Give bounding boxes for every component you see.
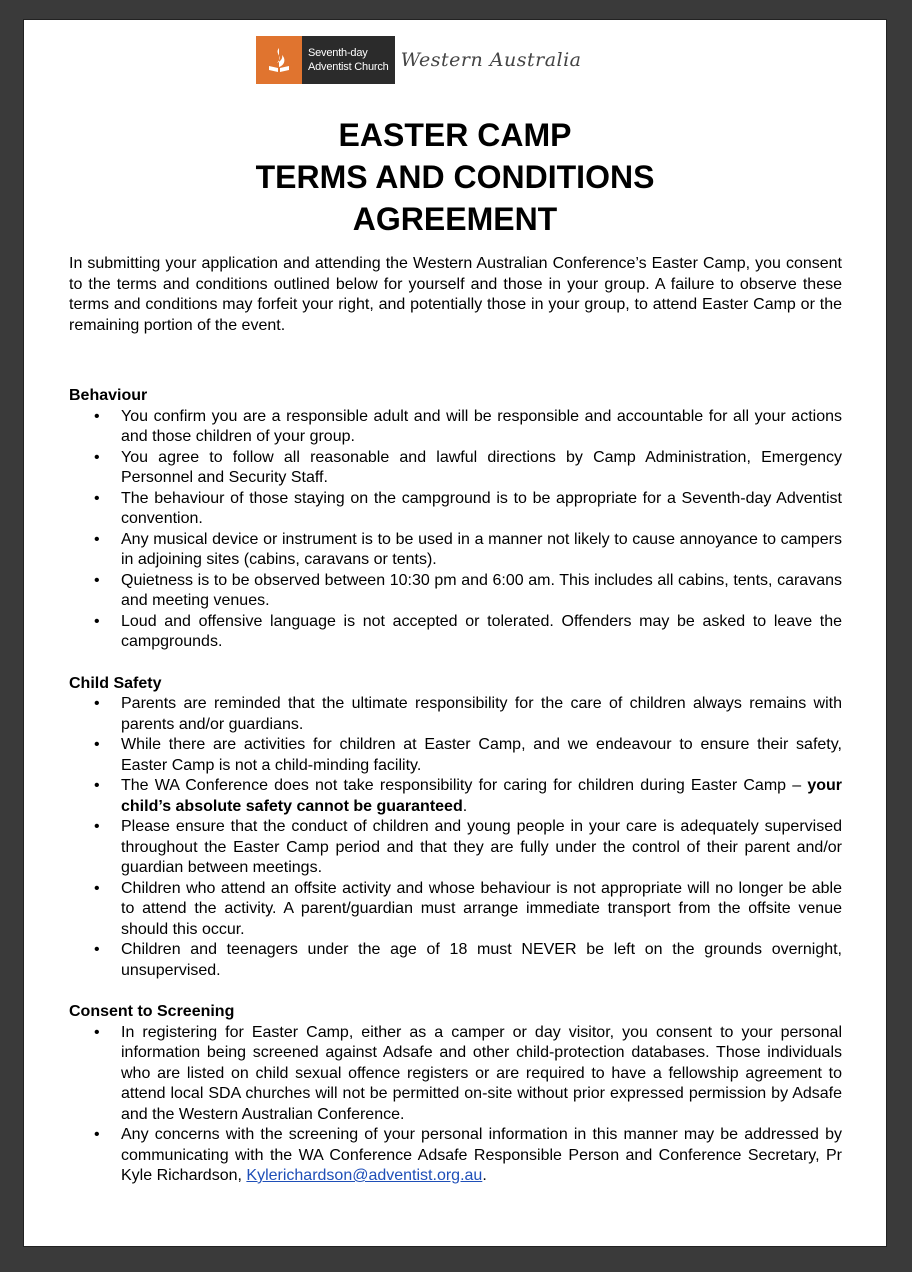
- behaviour-list: [69, 407, 842, 653]
- section-heading: Behaviour: [69, 387, 148, 404]
- list-item: • You agree to follow all reasonable and lawful directions by Camp Administration, Emergency Personnel and Security Staff.: [94, 448, 842, 486]
- list-item: • Please ensure that the conduct of children and young people in your care is adequately supervised throughout the Easter Camp period and that they are fully under the control of their parent and/or guardian between meetings.: [94, 818, 842, 876]
- logo-text: [302, 46, 395, 74]
- document-body: [69, 254, 842, 1187]
- page-title: [24, 114, 886, 240]
- consent-list: [69, 1023, 842, 1187]
- church-flame-icon: [256, 36, 302, 84]
- bold-warning: your child’s absolute safety cannot be guaranteed: [121, 777, 842, 815]
- section-heading: Child Safety: [69, 674, 162, 692]
- title-line1: EASTER CAMP: [338, 117, 572, 153]
- list-item: • Children who attend an offsite activity and whose behaviour is not appropriate will no longer be able to attend the activity. A parent/guardian must arrange immediate transport from the offsite venue should this occur.: [94, 879, 842, 938]
- email-link[interactable]: Kylerichardson@adventist.org.au: [246, 1167, 483, 1184]
- list-item: • Children and teenagers under the age of 18 must NEVER be left on the grounds overnight, unsupervised.: [94, 941, 842, 979]
- logo-script: Western Australia: [400, 49, 582, 71]
- child-safety-list: [69, 694, 842, 981]
- intro-paragraph: In submitting your application and attending the Western Australian Conference’s Easter Camp, you consent to the terms and conditions outlined below for yourself and those in your group. A failure to observe these terms and conditions may forfeit your right, and potentially those in your group, to attend Easter Camp or the remaining portion of the event.: [69, 255, 842, 334]
- title-line3: AGREEMENT: [352, 201, 558, 237]
- section-behaviour: [69, 386, 842, 653]
- section-heading: Consent to Screening: [69, 1003, 235, 1020]
- list-item: • The WA Conference does not take responsibility for caring for children during Easter Camp – your child’s absolute safety cannot be guaranteed.: [94, 777, 842, 815]
- list-item: • The behaviour of those staying on the campground is to be appropriate for a Seventh-day Adventist convention.: [94, 489, 842, 527]
- list-item: • Any musical device or instrument is to be used in a manner not likely to cause annoyance to campers in adjoining sites (cabins, caravans or tents).: [94, 530, 842, 568]
- title-line2: TERMS AND CONDITIONS: [255, 159, 655, 195]
- logo-line1: Seventh-day: [308, 47, 368, 59]
- logo-box: [256, 36, 395, 84]
- section-consent: [69, 1002, 842, 1187]
- list-item: • Loud and offensive language is not accepted or tolerated. Offenders may be asked to leave the campgrounds.: [94, 612, 842, 650]
- list-item: • Quietness is to be observed between 10:30 pm and 6:00 am. This includes all cabins, tents, caravans and meeting venues.: [94, 571, 842, 609]
- list-item: • You confirm you are a responsible adult and will be responsible and accountable for all your actions and those children of your group.: [94, 407, 842, 445]
- document-page: [24, 20, 886, 1246]
- list-item: • Parents are reminded that the ultimate responsibility for the care of children always remains with parents and/or guardians.: [94, 695, 842, 733]
- list-item: • In registering for Easter Camp, either as a camper or day visitor, you consent to your personal information being screened against Adsafe and other child-protection databases. Those individuals who are listed on child sexual offence registers or are required to have a fellowship agreement to attend local SDA churches will not be permitted on-site without prior expressed permission by Adsafe and the Western Australian Conference.: [94, 1023, 842, 1123]
- section-child-safety: [69, 674, 842, 982]
- logo-line2: Adventist Church: [308, 61, 389, 73]
- list-item: • Any concerns with the screening of your personal information in this manner may be addressed by communicating with the WA Conference Adsafe Responsible Person and Conference Secretary, Pr Kyle Richardson, Kylerichardson@adventist.org.au.: [94, 1126, 842, 1184]
- logo: [256, 36, 582, 84]
- list-item: • While there are activities for children at Easter Camp, and we endeavour to ensure their safety, Easter Camp is not a child-minding facility.: [94, 736, 842, 774]
